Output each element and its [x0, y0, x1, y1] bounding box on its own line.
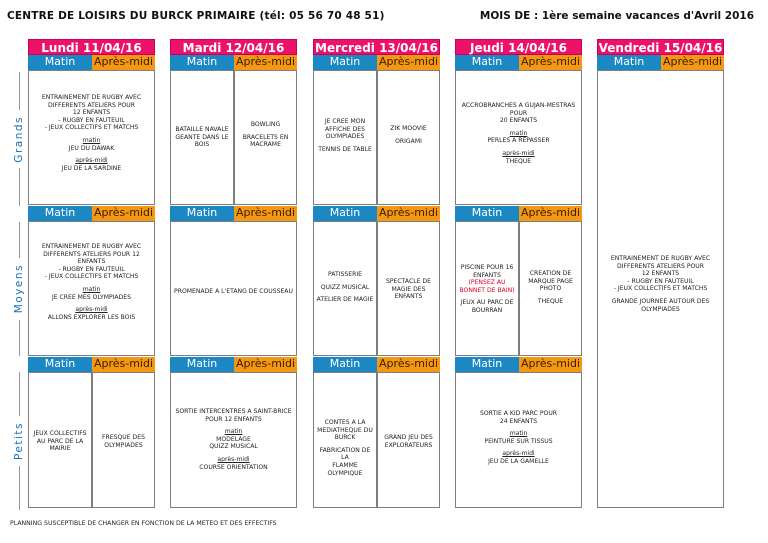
activity-line: ORIGAMI [395, 137, 422, 145]
apres-midi-label: Après-midi [235, 357, 296, 370]
matin-label: Matin [170, 55, 234, 70]
petits-mardi-text [172, 408, 295, 471]
activity-line: ENTRAINEMENT DE RUGBY AVEC [610, 255, 711, 262]
group-petits [12, 372, 26, 510]
group-label-moyens: Moyens [13, 264, 25, 314]
activity-line: PERLES A REPASSER [487, 137, 550, 145]
activity-line: 24 ENFANTS [499, 417, 538, 425]
activity-line: THEQUE [505, 157, 532, 165]
activity-line: ENTRAINEMENT DE RUGBY AVEC [41, 94, 142, 101]
activity-line: - JEUX COLLECTIFS ET MATCHS [613, 285, 708, 293]
activity-line: PISCINE POUR 16 [460, 264, 514, 271]
day-header-jeudi: Jeudi 14/04/16 [455, 39, 582, 55]
apres-midi-label: Après-midi [235, 55, 296, 68]
activity-line: OLYMPIADES [325, 133, 365, 141]
petits-jeudi-text [457, 410, 580, 466]
activity-line: ATELIER DE MAGIE [316, 296, 374, 304]
activity-line: MAGIE DES [391, 285, 426, 293]
grands-lundi-text [30, 94, 153, 172]
activity-line: POUR [509, 109, 528, 117]
activity-line: OLYMPIADES [104, 441, 143, 449]
activity-line: SPECTACLE DE [386, 278, 431, 285]
am-sublabel: après-midi [217, 455, 250, 463]
matin-label: Matin [313, 206, 377, 221]
footer-note: PLANNING SUSCEPTIBLE DE CHANGER EN FONCTION DE LA METEO ET DES EFFECTIFS [10, 520, 277, 527]
moyens-jeudi-am-text [521, 270, 580, 305]
activity-line: 12 ENFANTS [641, 270, 680, 278]
activity-line: MAIRIE [49, 445, 71, 453]
activity-line: MACRAME [250, 141, 281, 149]
activity-line: 20 ENFANTS [499, 117, 538, 125]
activity-line: ENTRAINEMENT DE RUGBY AVEC [41, 243, 142, 250]
activity-line: 12 ENFANTS [72, 109, 111, 117]
activity-line: PHOTO [539, 285, 562, 293]
apres-midi-label: Après-midi [520, 55, 581, 68]
matin-label: Matin [28, 357, 92, 372]
activity-line: BOWLING [250, 121, 281, 128]
apres-midi-label: Après-midi [93, 206, 154, 219]
activity-line: PATISSERIE [328, 271, 362, 278]
activity-line: TENNIS DE TABLE [318, 145, 372, 153]
matin-label: Matin [313, 55, 377, 70]
period-title: MOIS DE : 1ère semaine vacances d'Avril 2016 [479, 10, 754, 22]
activity-line: DIFFERENTS ATELIERS POUR 12 [43, 250, 140, 258]
moyens-lundi-text [30, 243, 153, 321]
activity-line: SORTIE INTERCENTRES A SAINT-BRICE [175, 408, 292, 415]
moyens-mercredi-am-text [379, 278, 438, 301]
apres-midi-label: Après-midi [93, 55, 154, 68]
matin-sublabel: matin [509, 129, 528, 137]
activity-line: DIFFERENTS ATELIERS POUR [47, 101, 136, 109]
activity-line: BOURRAN [471, 306, 503, 314]
matin-label: Matin [170, 357, 234, 372]
grands-mardi-am-text [236, 121, 295, 149]
activity-line: PEINTURE SUR TISSUS [484, 437, 553, 445]
matin-sublabel: matin [82, 285, 101, 293]
activity-line: JE CREE MES OLYMPIADES [51, 293, 132, 301]
am-sublabel: après-midi [75, 306, 108, 314]
day-header-vendredi: Vendredi 15/04/16 [598, 41, 723, 55]
matin-label: Matin [597, 55, 661, 70]
matin-label: Matin [313, 357, 377, 372]
grands-mercredi-am-text [379, 125, 438, 145]
moyens-jeudi-matin-text [457, 264, 517, 315]
warning-line: (PENSEZ AU [468, 279, 506, 287]
day-header-mardi: Mardi 12/04/16 [170, 39, 297, 55]
activity-line: GRANDE JOURNEE AUTOUR DES [611, 297, 710, 305]
matin-sublabel: matin [509, 430, 528, 438]
matin-label: Matin [170, 206, 234, 221]
group-moyens [12, 222, 26, 356]
activity-line: POUR 12 ENFANTS [205, 415, 262, 423]
moyens-mercredi-matin-text [315, 271, 375, 304]
activity-line: GEANTE DANS LE [175, 133, 229, 141]
matin-label: Matin [455, 55, 519, 70]
activity-line: - JEUX COLLECTIFS ET MATCHS [44, 124, 139, 132]
activity-line: CREATION DE [529, 270, 572, 277]
activity-line: ZIK MOOVIE [390, 125, 427, 132]
matin-label: Matin [455, 206, 519, 221]
am-sublabel: après-midi [502, 450, 535, 458]
apres-midi-label: Après-midi [520, 206, 581, 219]
warning-line: BONNET DE BAIN) [459, 286, 515, 294]
petits-mercredi-am-text [379, 434, 438, 449]
activity-line: JEUX COLLECTIFS [33, 430, 87, 437]
apres-midi-label: Après-midi [378, 55, 439, 68]
activity-line: ACCROBRANCHES A GUJAN-MESTRAS [461, 102, 576, 109]
activity-line: BOIS [194, 141, 210, 149]
activity-line: ALLONS EXPLORER LES BOIS [47, 313, 136, 321]
apres-midi-label: Après-midi [93, 357, 154, 370]
petits-lundi-matin-text [30, 430, 90, 453]
activity-line: SORTIE A KID PARC POUR [479, 410, 558, 417]
matin-label: Matin [28, 206, 92, 221]
apres-midi-label: Après-midi [378, 206, 439, 219]
group-label-grands: Grands [13, 115, 25, 163]
group-label-petits: Petits [13, 421, 25, 461]
activity-line: OLYMPIADES [641, 305, 680, 313]
activity-line: JE CREE MON [324, 118, 366, 125]
matin-sublabel: matin [224, 428, 243, 436]
activity-line: BATAILLE NAVALE [175, 126, 229, 133]
activity-line: - RUGBY EN FAUTEUIL [627, 277, 694, 285]
matin-label: Matin [28, 55, 92, 70]
activity-line: FABRICATION DE LA [319, 446, 371, 462]
activity-line: CONTES A LA [324, 419, 366, 426]
activity-line: JEU DE LA GAMELLE [488, 457, 549, 465]
grands-mardi-matin-text [172, 126, 232, 149]
activity-line: GRAND JEU DES [384, 434, 433, 441]
petits-lundi-am-text [94, 434, 153, 449]
activity-line: JEU DU DAWAK [68, 144, 115, 152]
activity-line: MEDIATHEQUE DU [317, 426, 373, 434]
activity-line: JEUX AU PARC DE [460, 299, 514, 307]
apres-midi-label: Après-midi [378, 357, 439, 370]
day-header-mercredi: Mercredi 13/04/16 [313, 39, 440, 55]
vendredi-text [599, 255, 722, 313]
moyens-mardi-text: PROMENADE A L'ETANG DE COUSSEAU [174, 288, 293, 295]
activity-line: - RUGBY EN FAUTEUIL [58, 116, 125, 124]
activity-line: ENFANTS [473, 271, 501, 279]
activity-line: ENFANTS [394, 293, 423, 301]
activity-line: BRACELETS EN [242, 133, 289, 141]
am-sublabel: après-midi [502, 149, 535, 157]
activity-line: FLAMME OLYMPIQUE [327, 461, 363, 477]
apres-midi-label: Après-midi [662, 55, 723, 68]
activity-line: AFFICHE DES [324, 125, 365, 133]
activity-line: MODELAGE [216, 435, 251, 443]
activity-line: AU PARC DE LA [36, 437, 84, 445]
group-grands [12, 72, 26, 206]
activity-line: ENFANTS [77, 258, 106, 266]
activity-line: EXPLORATEURS [384, 441, 433, 449]
activity-line: FRESQUE DES [102, 434, 145, 441]
activity-line: - JEUX COLLECTIFS ET MATCHS [44, 273, 139, 281]
activity-line: MARQUE PAGE [528, 277, 573, 285]
apres-midi-label: Après-midi [235, 206, 296, 219]
day-header-lundi: Lundi 11/04/16 [28, 39, 155, 55]
activity-line: COURSE ORIENTATION [199, 463, 268, 471]
activity-line: QUIZZ MUSICAL [320, 283, 370, 291]
petits-mercredi-matin-text [315, 419, 375, 477]
activity-line: DIFFERENTS ATELIERS POUR [616, 262, 705, 270]
apres-midi-label: Après-midi [520, 357, 581, 370]
activity-line: - RUGBY EN FAUTEUIL [58, 265, 125, 273]
matin-label: Matin [455, 357, 519, 372]
center-title: CENTRE DE LOISIRS DU BURCK PRIMAIRE (tél: 05 56 70 48 51) [7, 10, 385, 22]
activity-line: BURCK [334, 434, 356, 442]
matin-sublabel: matin [82, 136, 101, 144]
grands-jeudi-text [457, 102, 580, 165]
grands-mercredi-matin-text [315, 118, 375, 153]
activity-line: JEU DE LA SARDINE [61, 164, 122, 172]
activity-line: THEQUE [537, 297, 564, 305]
am-sublabel: après-midi [75, 157, 108, 165]
activity-line: QUIZZ MUSICAL [209, 443, 258, 451]
